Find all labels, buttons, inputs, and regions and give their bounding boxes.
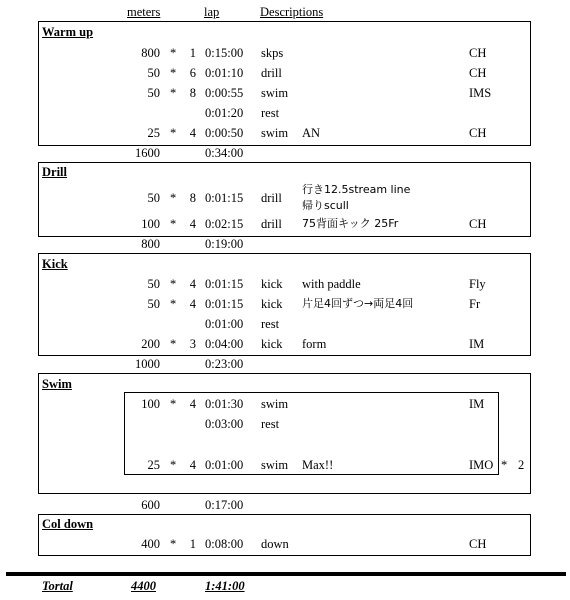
row-stroke: CH	[469, 46, 487, 60]
row-type: swim	[261, 126, 289, 140]
row-time: 0:00:55	[205, 86, 244, 100]
header-lap: lap	[204, 5, 220, 19]
row-type: kick	[261, 297, 283, 311]
row-times-sign: *	[170, 86, 177, 100]
row-reps: 6	[189, 66, 196, 80]
row-meters: 800	[141, 46, 160, 60]
row-times-sign: *	[170, 297, 177, 311]
row-description: AN	[302, 126, 321, 140]
row-time: 0:08:00	[205, 537, 244, 551]
row-meters: 50	[147, 277, 160, 291]
row-times-sign: *	[170, 191, 177, 205]
header-meters: meters	[127, 5, 161, 19]
row-time: 0:01:00	[205, 458, 244, 472]
row-meters: 100	[141, 217, 160, 231]
section-title-cooldown: Col down	[42, 517, 94, 531]
row-reps: 8	[189, 86, 196, 100]
row-type: drill	[261, 217, 282, 231]
row-meters: 50	[147, 66, 160, 80]
row-time: 0:01:20	[205, 106, 244, 120]
subtotal-meters: 600	[141, 498, 160, 512]
row-reps: 4	[189, 297, 196, 311]
row-time: 0:01:15	[205, 297, 244, 311]
row-type: swim	[261, 458, 289, 472]
row-meters: 100	[141, 397, 160, 411]
subtotal-time: 0:23:00	[205, 357, 244, 371]
row-type: rest	[261, 417, 280, 431]
subtotal-meters: 1000	[135, 357, 160, 371]
row-time: 0:01:10	[205, 66, 244, 80]
row-times-sign: *	[170, 537, 177, 551]
subtotal-time: 0:19:00	[205, 237, 244, 251]
section-title-kick: Kick	[42, 257, 68, 271]
row-reps: 3	[189, 337, 196, 351]
row-description: form	[302, 337, 327, 351]
row-type: skps	[261, 46, 284, 60]
row-time: 0:01:30	[205, 397, 244, 411]
header-descriptions: Descriptions	[260, 5, 324, 19]
row-reps: 4	[189, 126, 196, 140]
row-time: 0:03:00	[205, 417, 244, 431]
row-times-sign: *	[170, 126, 177, 140]
row-meters: 50	[147, 86, 160, 100]
row-meters: 25	[147, 126, 160, 140]
row-stroke: Fly	[469, 277, 486, 291]
row-time: 0:00:50	[205, 126, 244, 140]
total-meters: 4400	[131, 579, 156, 593]
row-reps: 4	[189, 397, 196, 411]
row-time: 0:01:15	[205, 277, 244, 291]
row-times-sign: *	[170, 46, 177, 60]
row-time: 0:01:00	[205, 317, 244, 331]
row-description: Max!!	[302, 458, 334, 472]
total-time: 1:41:00	[205, 579, 245, 593]
subtotal-time: 0:34:00	[205, 146, 244, 160]
row-stroke: IMS	[469, 86, 492, 100]
row-type: kick	[261, 337, 283, 351]
subtotal-time: 0:17:00	[205, 498, 244, 512]
row-time: 0:01:15	[205, 191, 244, 205]
row-description: 75背面キック 25Fr	[302, 217, 399, 230]
row-type: rest	[261, 106, 280, 120]
row-type: swim	[261, 86, 289, 100]
total-label: Tortal	[42, 579, 73, 593]
row-stroke: IM	[469, 397, 485, 411]
row-time: 0:04:00	[205, 337, 244, 351]
row-reps: 8	[189, 191, 196, 205]
section-box-kick	[38, 253, 531, 356]
row-times-sign: *	[170, 458, 177, 472]
row-reps: 4	[189, 217, 196, 231]
row-meters: 50	[147, 297, 160, 311]
row-meters: 25	[147, 458, 160, 472]
subtotal-meters: 800	[141, 237, 160, 251]
row-time: 0:15:00	[205, 46, 244, 60]
row-reps: 1	[189, 46, 196, 60]
row-stroke: CH	[469, 66, 487, 80]
row-reps: 4	[189, 458, 196, 472]
row-stroke: IM	[469, 337, 485, 351]
row-type: down	[261, 537, 289, 551]
section-title-drill: Drill	[42, 165, 67, 179]
row-stroke: IMO	[469, 458, 494, 472]
section-title-warmup: Warm up	[42, 25, 94, 39]
subtotal-meters: 1600	[135, 146, 160, 160]
row-times-sign: *	[170, 66, 177, 80]
row-meters: 200	[141, 337, 160, 351]
section-title-swim: Swim	[42, 377, 72, 391]
set-multiplier-reps: 2	[518, 458, 525, 472]
row-meters: 400	[141, 537, 160, 551]
row-type: kick	[261, 277, 283, 291]
row-type: drill	[261, 66, 282, 80]
row-description: with paddle	[302, 277, 361, 291]
row-times-sign: *	[170, 397, 177, 411]
row-description-line2: 帰りscull	[302, 199, 349, 212]
section-box-drill	[38, 162, 531, 237]
row-reps: 4	[189, 277, 196, 291]
row-type: drill	[261, 191, 282, 205]
row-times-sign: *	[170, 217, 177, 231]
row-type: swim	[261, 397, 289, 411]
row-description: 行き12.5stream line	[302, 183, 411, 196]
row-meters: 50	[147, 191, 160, 205]
set-multiplier-sign: *	[501, 458, 508, 472]
row-type: rest	[261, 317, 280, 331]
row-time: 0:02:15	[205, 217, 244, 231]
row-reps: 1	[189, 537, 196, 551]
row-stroke: CH	[469, 537, 487, 551]
row-times-sign: *	[170, 337, 177, 351]
row-stroke: Fr	[469, 297, 481, 311]
row-stroke: CH	[469, 217, 487, 231]
total-divider	[6, 572, 566, 576]
row-stroke: CH	[469, 126, 487, 140]
row-description: 片足4回ずつ→両足4回	[302, 297, 414, 310]
row-times-sign: *	[170, 277, 177, 291]
